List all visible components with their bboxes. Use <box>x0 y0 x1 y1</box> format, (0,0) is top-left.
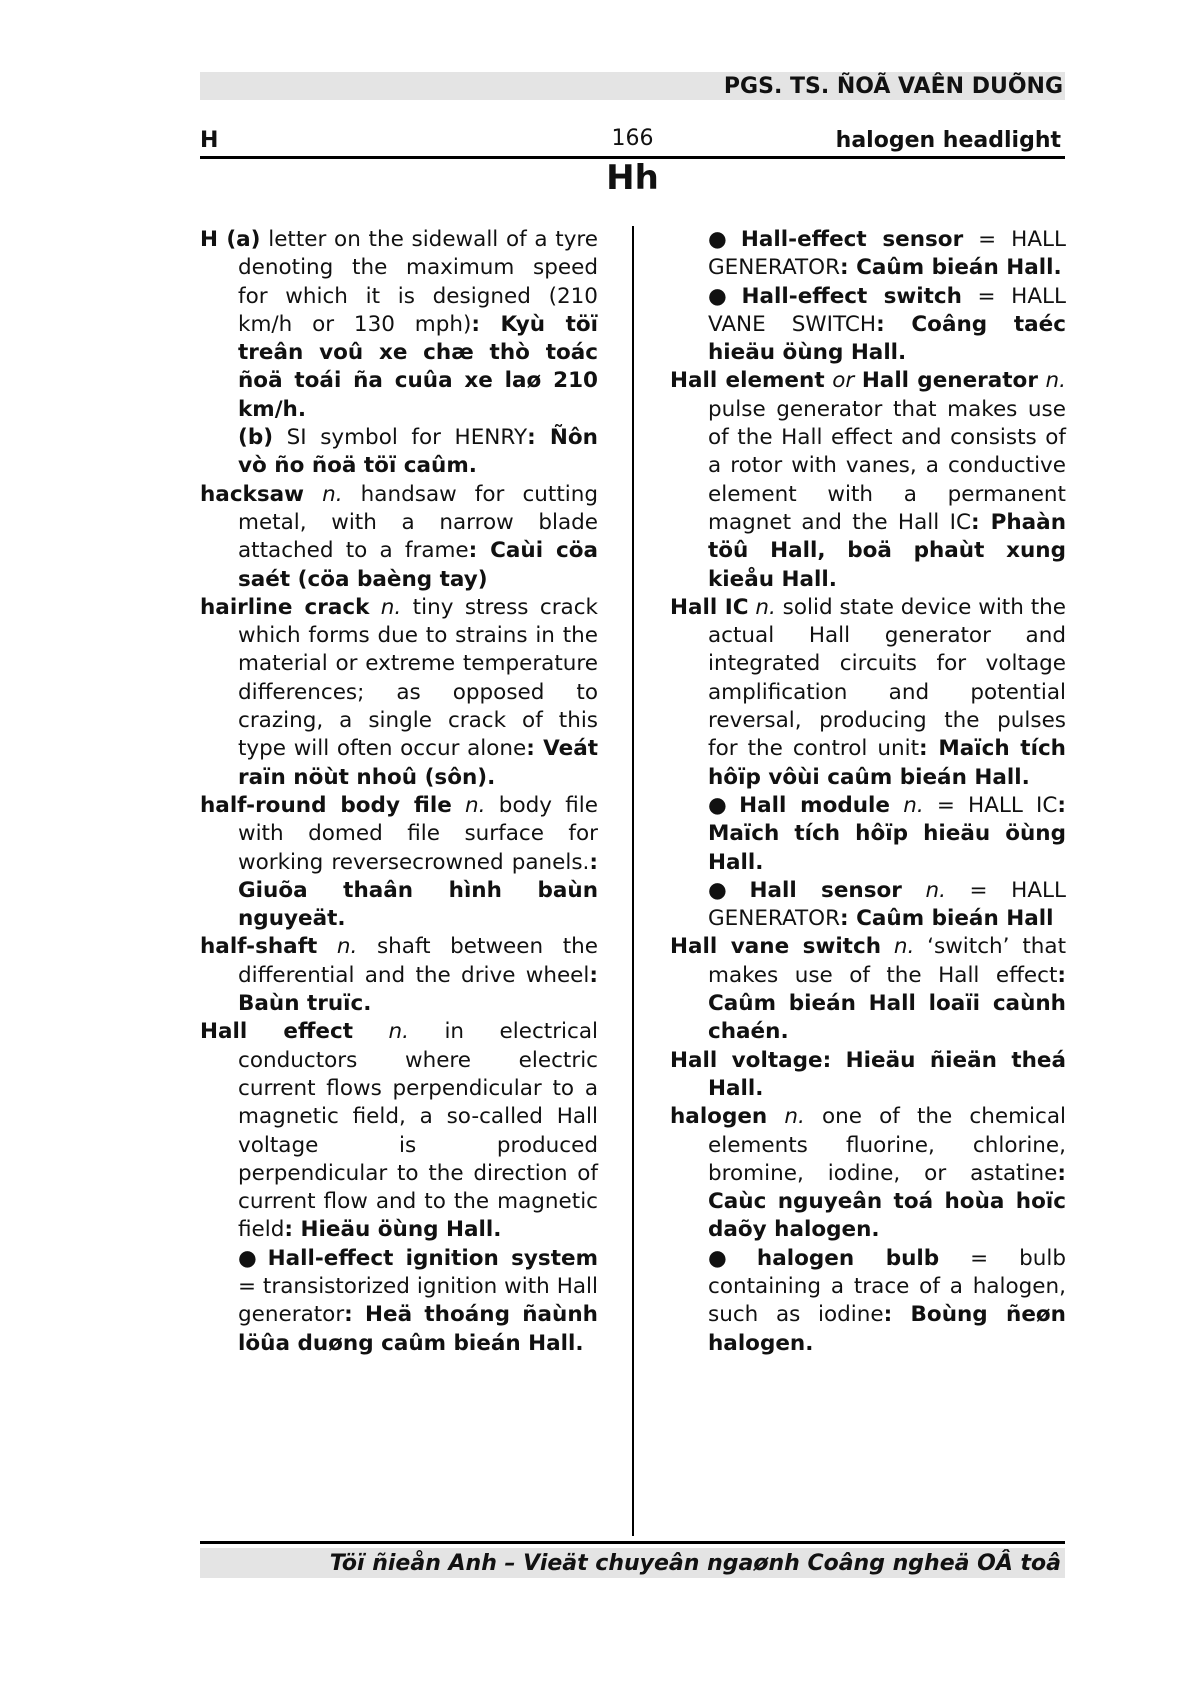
part-of-speech: n. <box>304 481 343 507</box>
separator: : <box>284 1217 301 1243</box>
dictionary-subentry <box>670 283 1066 368</box>
definition: = HALL GENERATOR <box>708 877 1066 932</box>
separator: : <box>468 538 491 564</box>
left-guide-word: H <box>200 128 219 153</box>
headword: Hall IC <box>670 594 749 620</box>
translation: Veát raïn nöùt nhoû (sôn). <box>238 736 598 790</box>
translation: Maïch tích hôïp hieäu öùng Hall. <box>708 821 1066 875</box>
definition: handsaw for cutting metal, with a narrow blade attached to a frame <box>238 481 599 564</box>
headword: Hall sensor <box>749 877 902 903</box>
translation: Boùng ñeøn halogen. <box>708 1302 1066 1356</box>
headword: hairline crack <box>200 594 370 620</box>
translation: Caûm bieán Hall loaïi caùnh chaén. <box>708 991 1066 1045</box>
definition: = HALL IC <box>923 792 1058 818</box>
dictionary-subentry <box>670 1245 1066 1358</box>
definition: = bulb containing a trace of a halogen, such as iodine <box>708 1245 1066 1328</box>
translation: Coâng taéc hieäu öùng Hall. <box>708 311 1066 366</box>
or-word: or <box>824 368 862 394</box>
headword: Hall voltage <box>670 1047 823 1073</box>
headword: Hall effect <box>200 1019 353 1045</box>
section-letter: Hh <box>606 158 659 198</box>
translation: Maïch tích hôïp vôùi caûm bieán Hall. <box>708 736 1066 790</box>
separator: : <box>589 849 598 875</box>
page-number: 166 <box>611 126 654 151</box>
translation: Phaàn töû Hall, boä phaùt xung kieåu Hall. <box>708 509 1066 592</box>
dictionary-entry <box>200 1018 598 1244</box>
translation: Ñôn vò ño ñoä töï caûm. <box>238 425 598 479</box>
headword: Hall element <box>670 368 825 394</box>
headword: Hall module <box>739 792 891 818</box>
separator: : <box>344 1302 366 1328</box>
bullet-icon: ● <box>708 877 744 903</box>
footer-rule <box>200 1541 1065 1544</box>
headword: halogen bulb <box>756 1245 940 1271</box>
headword: halogen <box>670 1104 768 1130</box>
translation: Kyù töï treân voû xe chæ thò toác ñoä toái ña cuûa xe laø 210 km/h. <box>238 311 599 422</box>
translation: Caùc nguyeân toá hoùa hoïc daõy halogen. <box>708 1189 1066 1243</box>
translation: Baùn truïc. <box>238 991 372 1017</box>
separator: : <box>526 736 544 762</box>
dictionary-entry <box>200 792 598 933</box>
dictionary-subentry <box>670 792 1066 877</box>
definition: = HALL VANE SWITCH <box>708 283 1067 337</box>
dictionary-subentry <box>200 424 598 481</box>
running-head <box>200 124 1065 159</box>
part-of-speech: n. <box>890 792 924 818</box>
translation: Caûm bieán Hall. <box>856 255 1062 281</box>
separator: : <box>840 255 857 281</box>
right-guide-word: halogen headlight <box>835 128 1061 153</box>
definition: solid state device with the actual Hall generator and integrated circuits for voltage amplification and potential reversal, producing the pulses for the control unit <box>708 594 1066 762</box>
separator: : <box>527 425 550 451</box>
dictionary-entry <box>200 933 598 1018</box>
bullet-icon: ● <box>238 1245 262 1271</box>
headword: Hall-effect ignition system <box>267 1245 598 1271</box>
dictionary-subentry <box>670 226 1066 283</box>
dictionary-entry <box>670 933 1066 1046</box>
separator: : <box>970 509 991 535</box>
headword: Hall-effect sensor <box>740 227 964 252</box>
headword: Hall-effect switch <box>741 283 962 309</box>
part-of-speech: n. <box>353 1019 409 1045</box>
part-of-speech: n. <box>767 1104 805 1130</box>
headword: half-round body file <box>200 792 452 818</box>
headword: half-shaft <box>200 934 318 960</box>
headword-alt: Hall generator <box>861 368 1038 394</box>
definition: in electrical conductors where electric current flows perpendicular to a magnetic field, a so-called Hall voltage is produced perpendicular to the direction of current flow and to the magnetic field <box>238 1019 598 1243</box>
separator: : <box>840 906 857 932</box>
separator: : <box>883 1302 911 1328</box>
dictionary-subentry <box>200 1245 598 1358</box>
definition: = transistorized ignition with Hall generator <box>238 1273 598 1328</box>
dictionary-entry <box>200 226 598 424</box>
part-of-speech: n. <box>881 934 915 960</box>
translation: Heä thoáng ñaùnh löûa duøng caûm bieán Hall. <box>238 1302 598 1356</box>
definition: tiny stress crack which forms due to strains in the material or extreme temperature differences; as opposed to crazing, a single crack of this type will often occur alone <box>238 594 598 762</box>
part-of-speech: n. <box>901 877 946 903</box>
separator: : <box>919 736 939 762</box>
separator: : <box>471 311 501 337</box>
definition: body file with domed file surface for working reversecrowned panels. <box>238 792 599 875</box>
right-column <box>670 226 1066 1358</box>
separator: : <box>876 311 912 337</box>
headword: H (a) <box>200 227 261 252</box>
translation: Hieäu ñieän theá Hall. <box>708 1047 1066 1101</box>
left-column <box>200 226 598 1358</box>
dictionary-entry <box>670 1047 1066 1104</box>
translation: Hieäu öùng Hall. <box>300 1217 502 1243</box>
definition: letter on the sidewall of a tyre denoting the maximum speed for which it is designed (210 km/h or 130 mph) <box>238 227 599 337</box>
column-divider <box>632 226 634 1536</box>
dictionary-entry <box>200 594 598 792</box>
bullet-icon: ● <box>708 227 735 252</box>
separator: : <box>822 1047 846 1073</box>
part-of-speech: n. <box>451 792 486 818</box>
part-of-speech: n. <box>317 934 358 960</box>
part-of-speech: n. <box>748 594 776 620</box>
definition: SI symbol for HENRY <box>273 425 528 451</box>
definition: shaft between the differential and the drive wheel <box>238 934 598 988</box>
author-header: PGS. TS. ÑOÃ VAÊN DUÕNG <box>200 72 1065 100</box>
separator: : <box>1057 962 1066 988</box>
dictionary-entry <box>670 1103 1066 1244</box>
bullet-icon: ● <box>708 792 734 818</box>
translation: Caùi cöa saét (cöa baèng tay) <box>238 538 598 592</box>
separator: : <box>1057 792 1066 818</box>
book-title-footer: Töï ñieån Anh – Vieät chuyeân ngaønh Coâng ngheä OÂ toâ <box>200 1548 1065 1578</box>
translation: Giuõa thaân hình baùn nguyeät. <box>238 877 598 932</box>
definition: ‘switch’ that makes use of the Hall effect <box>708 934 1066 988</box>
bullet-icon: ● <box>708 283 736 309</box>
definition: = HALL GENERATOR <box>708 227 1067 281</box>
part-of-speech: n. <box>1037 368 1067 394</box>
dictionary-subentry <box>670 877 1066 934</box>
separator: : <box>589 962 598 988</box>
dictionary-entry <box>670 594 1066 792</box>
headword: hacksaw <box>200 481 305 507</box>
definition: pulse generator that makes use of the Hall effect and consists of a rotor with vanes, a conductive element with a permanent magnet and the Hall IC <box>708 396 1066 535</box>
headword: Hall vane switch <box>670 934 882 960</box>
dictionary-entry <box>200 481 598 594</box>
bullet-icon: ● <box>708 1245 751 1271</box>
separator: : <box>1057 1160 1066 1186</box>
dictionary-entry <box>670 367 1066 593</box>
definition: one of the chemical elements fluorine, chlorine, bromine, iodine, or astatine <box>708 1104 1066 1186</box>
sub-label: (b) <box>238 425 274 451</box>
translation: Caûm bieán Hall <box>856 906 1054 932</box>
part-of-speech: n. <box>369 594 402 620</box>
